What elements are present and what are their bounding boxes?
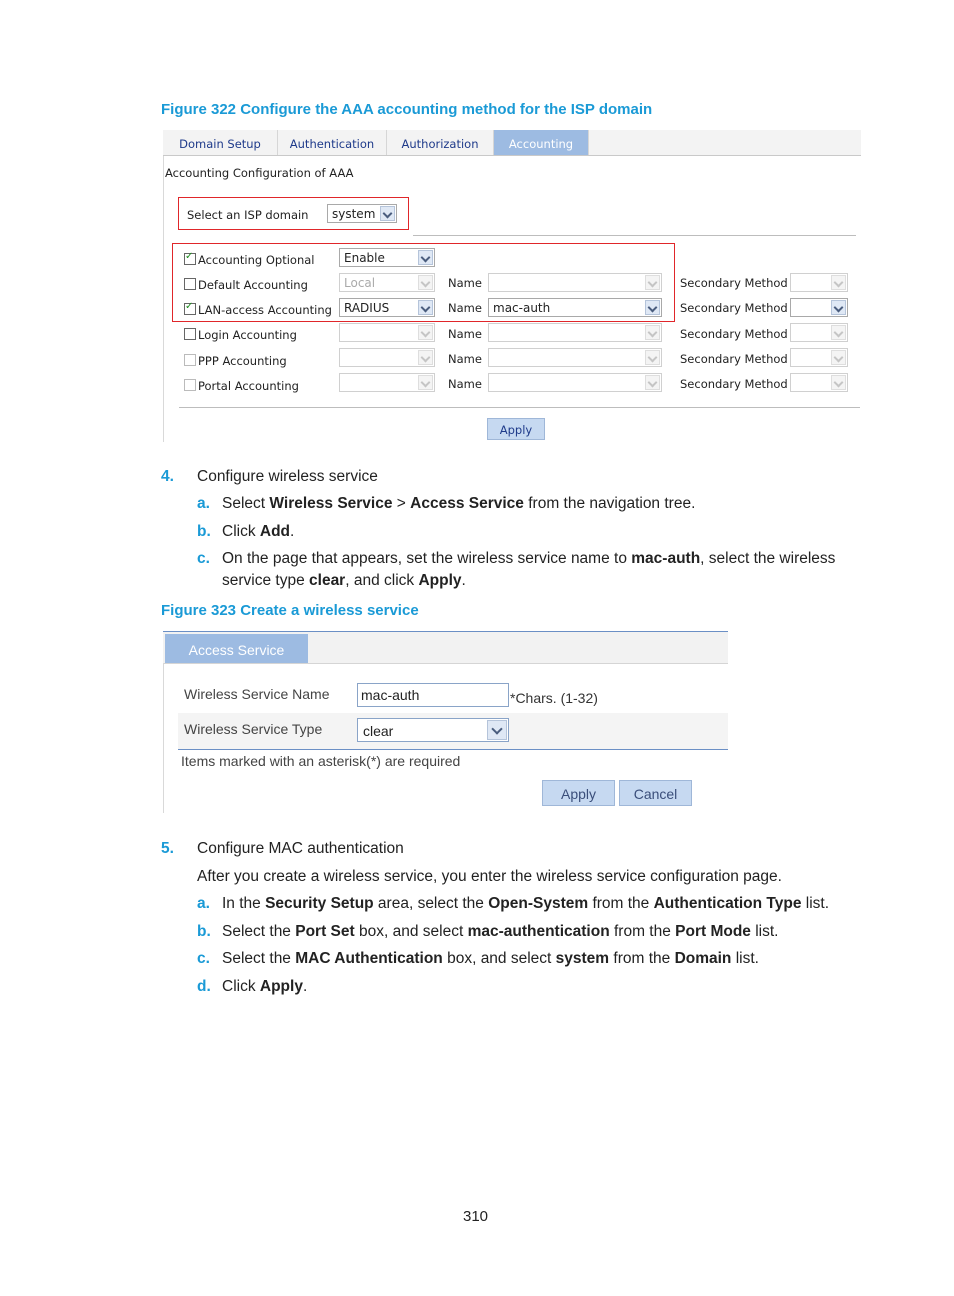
default-accounting-method-select[interactable] xyxy=(339,273,435,292)
step-4a-marker: a. xyxy=(197,495,210,512)
wireless-service-name-input[interactable] xyxy=(357,683,509,707)
chevron-down-icon xyxy=(645,375,660,390)
figure-322-left-border xyxy=(163,156,164,442)
accounting-optional-value: Enable xyxy=(344,251,385,265)
step-4b-marker: b. xyxy=(197,523,211,540)
chevron-down-icon xyxy=(645,325,660,340)
isp-domain-value: system xyxy=(332,207,376,221)
accounting-bottom-divider xyxy=(179,407,860,408)
step-5-number: 5. xyxy=(161,840,174,857)
isp-domain-label: Select an ISP domain xyxy=(187,208,309,222)
figure-323-caption: Figure 323 Create a wireless service xyxy=(161,602,419,619)
tab-domain-setup[interactable]: Domain Setup xyxy=(163,130,278,155)
step-5-text: Configure MAC authentication xyxy=(197,840,404,857)
wireless-service-type-label: Wireless Service Type xyxy=(184,721,323,737)
chars-hint xyxy=(510,690,598,706)
step-4b-text: Click Add. xyxy=(222,523,295,540)
login-accounting-checkbox[interactable] xyxy=(184,328,196,340)
ppp-accounting-secondary-label: Secondary Method xyxy=(680,352,788,366)
chevron-down-icon xyxy=(645,350,660,365)
wireless-service-name-value: mac-auth xyxy=(361,687,420,703)
portal-accounting-label: Portal Accounting xyxy=(198,379,299,393)
default-accounting-label: Default Accounting xyxy=(198,278,308,292)
default-accounting-name-label: Name xyxy=(448,276,482,290)
step-5b-marker: b. xyxy=(197,923,211,940)
default-accounting-secondary-select[interactable] xyxy=(790,273,848,292)
login-accounting-label: Login Accounting xyxy=(198,328,297,342)
section-title: Accounting Configuration of AAA xyxy=(165,166,354,180)
lan-access-secondary-select[interactable] xyxy=(790,298,848,317)
tab-access-service[interactable]: Access Service xyxy=(165,634,308,663)
login-accounting-secondary-select[interactable] xyxy=(790,323,848,342)
default-accounting-checkbox[interactable] xyxy=(184,278,196,290)
step-5b-text: Select the Port Set box, and select mac-authentication from the Port Mode list. xyxy=(222,923,779,940)
chevron-down-icon xyxy=(418,325,433,340)
access-service-apply-button[interactable]: Apply xyxy=(542,780,615,806)
lan-access-name-select[interactable] xyxy=(488,298,662,317)
figure-322-caption: Figure 322 Configure the AAA accounting method for the ISP domain xyxy=(161,101,653,118)
lan-access-name-label: Name xyxy=(448,301,482,315)
chevron-down-icon xyxy=(380,206,395,221)
portal-accounting-secondary-select[interactable] xyxy=(790,373,848,392)
chevron-down-icon xyxy=(418,250,433,265)
portal-accounting-name-select[interactable] xyxy=(488,373,662,392)
step-4-text: Configure wireless service xyxy=(197,468,378,485)
portal-accounting-method-select[interactable] xyxy=(339,373,435,392)
chevron-down-icon xyxy=(645,275,660,290)
accounting-optional-checkbox[interactable] xyxy=(184,253,196,265)
lan-access-method-select[interactable] xyxy=(339,298,435,317)
chevron-down-icon xyxy=(831,300,846,315)
step-5c-text: Select the MAC Authentication box, and select system from the Domain list. xyxy=(222,950,759,967)
required-note: Items marked with an asterisk(*) are required xyxy=(181,753,461,769)
ppp-accounting-checkbox[interactable] xyxy=(184,354,196,366)
lan-access-name-value: mac-auth xyxy=(493,301,551,315)
figure-323-left-border xyxy=(163,663,164,813)
wireless-service-name-label: Wireless Service Name xyxy=(184,686,330,702)
wireless-service-type-value: clear xyxy=(363,723,394,739)
portal-accounting-checkbox[interactable] xyxy=(184,379,196,391)
login-accounting-name-select[interactable] xyxy=(488,323,662,342)
access-service-divider xyxy=(178,749,728,750)
step-5-intro: After you create a wireless service, you enter the wireless service configuration page. xyxy=(197,868,782,885)
lan-access-accounting-checkbox[interactable] xyxy=(184,303,196,315)
login-accounting-method-select[interactable] xyxy=(339,323,435,342)
isp-divider xyxy=(413,235,856,236)
accounting-optional-label: Accounting Optional xyxy=(198,253,315,267)
step-5a-text: In the Security Setup area, select the Open-System from the Authentication Type list. xyxy=(222,895,829,912)
chevron-down-icon xyxy=(487,720,507,740)
page-number: 310 xyxy=(463,1208,489,1225)
chevron-down-icon xyxy=(645,300,660,315)
access-service-cancel-button[interactable]: Cancel xyxy=(619,780,692,806)
ppp-accounting-method-select[interactable] xyxy=(339,348,435,367)
login-accounting-name-label: Name xyxy=(448,327,482,341)
portal-accounting-secondary-label: Secondary Method xyxy=(680,377,788,391)
wireless-service-type-select[interactable] xyxy=(357,718,509,742)
chevron-down-icon xyxy=(418,375,433,390)
step-4c-text-line1: On the page that appears, set the wireless service name to mac-auth, select the wireless xyxy=(222,550,836,567)
chevron-down-icon xyxy=(831,375,846,390)
default-accounting-secondary-label: Secondary Method xyxy=(680,276,788,290)
chevron-down-icon xyxy=(418,275,433,290)
tab-bar-fill xyxy=(589,130,861,155)
default-accounting-name-select[interactable] xyxy=(488,273,662,292)
lan-access-secondary-label: Secondary Method xyxy=(680,301,788,315)
chevron-down-icon xyxy=(831,275,846,290)
login-accounting-secondary-label: Secondary Method xyxy=(680,327,788,341)
step-5d-marker: d. xyxy=(197,978,211,995)
step-5a-marker: a. xyxy=(197,895,210,912)
accounting-optional-select[interactable] xyxy=(339,248,435,267)
portal-accounting-name-label: Name xyxy=(448,377,482,391)
chars-hint-text: *Chars. (1-32) xyxy=(510,690,598,706)
step-5c-marker: c. xyxy=(197,950,210,967)
step-5d-text: Click Apply. xyxy=(222,978,308,995)
aaa-tab-bar xyxy=(163,130,861,156)
ppp-accounting-name-select[interactable] xyxy=(488,348,662,367)
default-accounting-method-value: Local xyxy=(344,276,376,290)
ppp-accounting-name-label: Name xyxy=(448,352,482,366)
apply-button[interactable]: Apply xyxy=(487,418,545,440)
chevron-down-icon xyxy=(831,350,846,365)
tab-authorization[interactable]: Authorization xyxy=(387,130,494,155)
step-4-number: 4. xyxy=(161,468,174,485)
chevron-down-icon xyxy=(418,300,433,315)
tab-accounting[interactable]: Accounting xyxy=(494,130,589,155)
isp-domain-select[interactable] xyxy=(327,204,397,223)
step-4c-text-line2: service type clear, and click Apply. xyxy=(222,572,466,589)
chevron-down-icon xyxy=(831,325,846,340)
chevron-down-icon xyxy=(418,350,433,365)
ppp-accounting-label: PPP Accounting xyxy=(198,354,287,368)
ppp-accounting-secondary-select[interactable] xyxy=(790,348,848,367)
tab-authentication[interactable]: Authentication xyxy=(278,130,387,155)
lan-access-accounting-label: LAN-access Accounting xyxy=(198,303,332,317)
lan-access-method-value: RADIUS xyxy=(344,301,390,315)
step-4a-text: Select Wireless Service > Access Service from the navigation tree. xyxy=(222,495,696,512)
step-4c-marker: c. xyxy=(197,550,210,567)
